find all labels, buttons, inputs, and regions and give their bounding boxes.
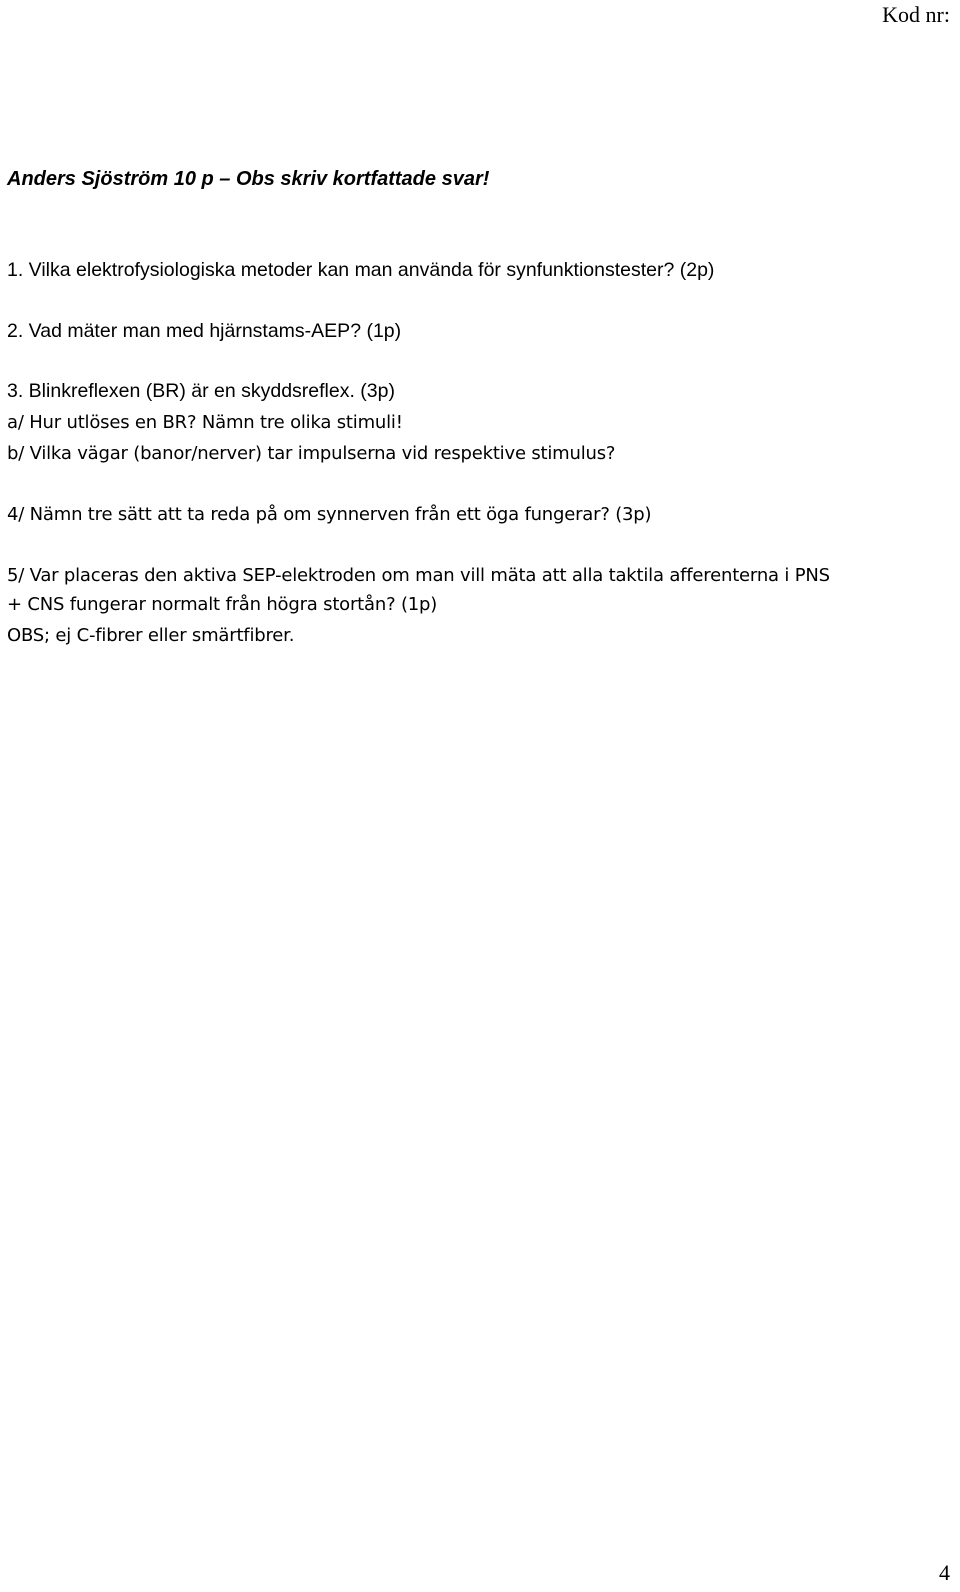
question-5-line-2: + CNS fungerar normalt från högra stortån? (1p) — [7, 594, 438, 615]
page-number: 4 — [939, 1560, 950, 1585]
question-5-line-1: 5/ Var placeras den aktiva SEP-elektroden om man vill mäta att alla taktila afferenterna i PNS — [7, 565, 830, 586]
question-5-note: OBS; ej C-fibrer eller smärtfibrer. — [7, 625, 295, 646]
code-number-label: Kod nr: — [882, 2, 950, 27]
exam-title: Anders Sjöström 10 p – Obs skriv kortfattade svar! — [7, 168, 490, 190]
question-3b: b/ Vilka vägar (banor/nerver) tar impulserna vid respektive stimulus? — [7, 443, 616, 464]
question-3a: a/ Hur utlöses en BR? Nämn tre olika stimuli! — [7, 412, 403, 433]
question-1: 1. Vilka elektrofysiologiska metoder kan man använda för synfunktionstester? (2p) — [7, 259, 715, 281]
question-3: 3. Blinkreflexen (BR) är en skyddsreflex. (3p) — [7, 380, 395, 402]
question-4: 4/ Nämn tre sätt att ta reda på om synnerven från ett öga fungerar? (3p) — [7, 504, 652, 525]
question-2: 2. Vad mäter man med hjärnstams-AEP? (1p) — [7, 320, 402, 342]
